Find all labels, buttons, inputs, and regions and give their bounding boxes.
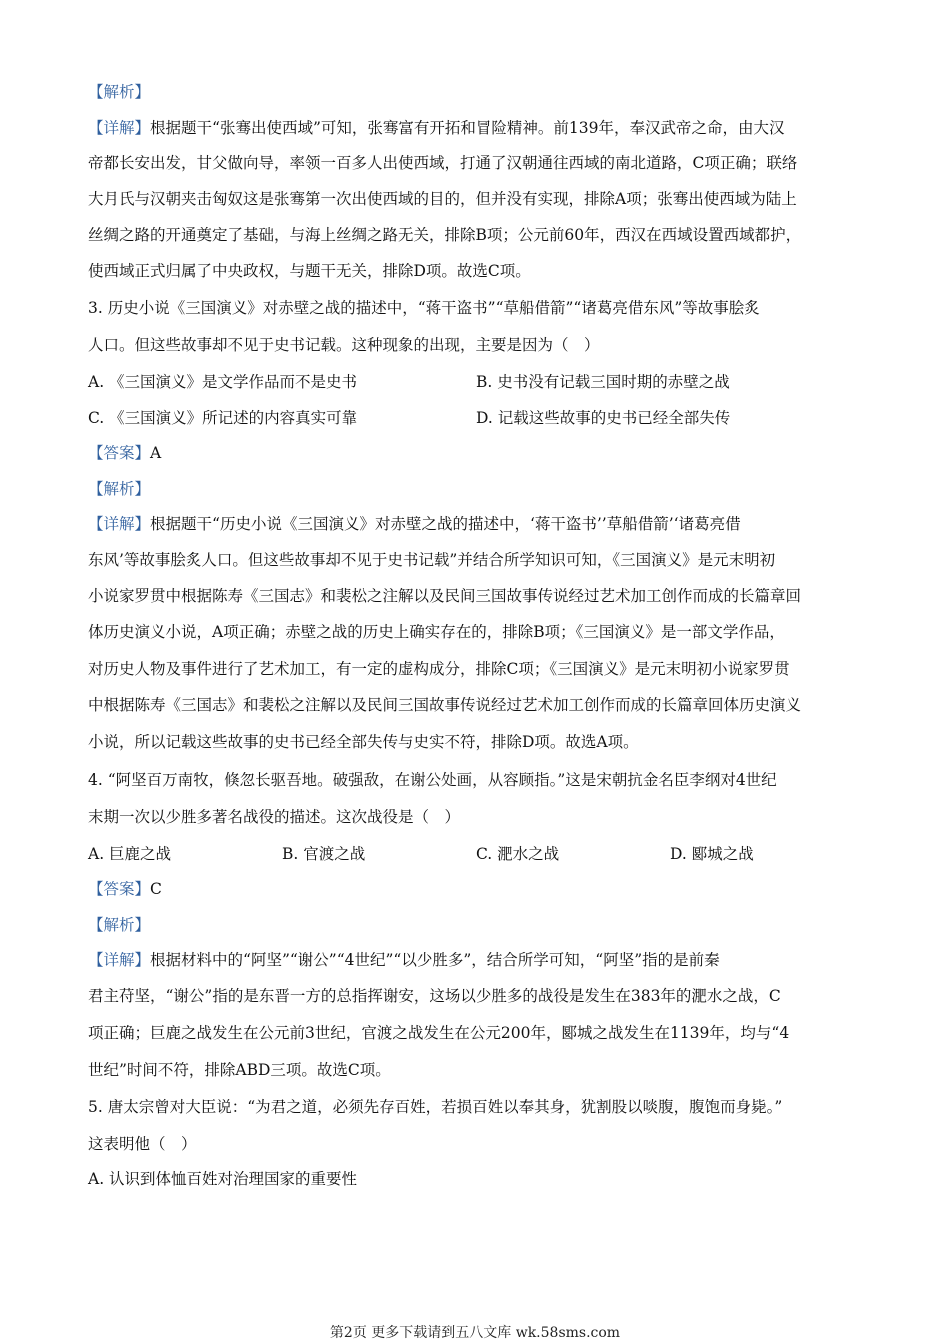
detail-paragraph-line: 帝都长安出发，甘父做向导，率领一百多人出使西域，打通了汉朝通往西域的南北道路，C项正确；联络 [88, 154, 798, 172]
detail-paragraph-line: 小说，所以记载这些故事的史书已经全部失传与史实不符，排除D项。故选A项。 [88, 733, 639, 751]
detail-paragraph-line: 中根据陈寿《三国志》和裴松之注解以及民间三国故事传说经过艺术加工创作而成的长篇章回体历史演义 [88, 696, 802, 714]
detail-paragraph-line: 项正确；巨鹿之战发生在公元前3世纪，官渡之战发生在公元200年，郾城之战发生在1139年，均与“4 [88, 1024, 790, 1042]
question-4-answer: 【答案】C [88, 880, 162, 898]
question-4-option-b: B. 官渡之战 [282, 845, 366, 863]
detail-tag: 【详解】 [88, 951, 151, 969]
question-4-stem: 末期一次以少胜多著名战役的描述。这次战役是（ ） [88, 808, 461, 826]
question-3-answer: 【答案】A [88, 444, 162, 462]
detail-paragraph-line: 丝绸之路的开通奠定了基础，与海上丝绸之路无关，排除B项；公元前60年，西汉在西域设置西域都护， [88, 226, 802, 244]
detail-paragraph-line: 【详解】根据题干“历史小说《三国演义》对赤壁之战的描述中，‘蒋干盗书’’草船借箭’‘诸葛亮借 [88, 515, 741, 533]
detail-paragraph-line: 大月氏与汉朝夹击匈奴这是张骞第一次出使西域的目的，但并没有实现，排除A项；张骞出使西域为陆上 [88, 190, 797, 208]
page-footer: 第2页 更多下载请到五八文库 wk.58sms.com [329, 1325, 621, 1341]
question-3-option-b: B. 史书没有记载三国时期的赤壁之战 [476, 373, 730, 391]
detail-tag: 【详解】 [88, 515, 151, 533]
detail-paragraph-line: 小说家罗贯中根据陈寿《三国志》和裴松之注解以及民间三国故事传说经过艺术加工创作而成的长篇章回 [88, 587, 802, 605]
question-3-stem: 人口。但这些故事却不见于史书记载。这种现象的出现，主要是因为（ ） [88, 336, 600, 354]
detail-paragraph-line: 使西域正式归属了中央政权，与题干无关，排除D项。故选C项。 [88, 262, 531, 280]
question-4-option-d: D. 郾城之战 [670, 845, 754, 863]
analysis-tag: 【解析】 [88, 916, 151, 934]
question-3-option-c: C. 《三国演义》所记述的内容真实可靠 [88, 409, 358, 427]
question-4-option-c: C. 淝水之战 [476, 845, 560, 863]
question-4-option-a: A. 巨鹿之战 [88, 845, 172, 863]
detail-paragraph-line: 体历史演义小说，A项正确；赤壁之战的历史上确实存在的，排除B项；《三国演义》是一部文学作品， [88, 623, 785, 641]
analysis-tag: 【解析】 [88, 83, 151, 101]
question-3-option-a: A. 《三国演义》是文学作品而不是史书 [88, 373, 358, 391]
question-3-stem: 3. 历史小说《三国演义》对赤壁之战的描述中，“蒋干盗书”“草船借箭”“诸葛亮借东风”等故事脍炙 [88, 299, 760, 317]
detail-paragraph-line: 世纪”时间不符，排除ABD三项。故选C项。 [88, 1061, 391, 1079]
detail-paragraph-line: 【详解】根据材料中的“阿坚”“谢公”“4世纪”“以少胜多”，结合所学可知，“阿坚”指的是前秦 [88, 951, 720, 969]
detail-paragraph-line: 【详解】根据题干“张骞出使西域”可知，张骞富有开拓和冒险精神。前139年，奉汉武帝之命，由大汉 [88, 119, 785, 137]
analysis-tag: 【解析】 [88, 480, 151, 498]
detail-paragraph-line: 君主苻坚，“谢公”指的是东晋一方的总指挥谢安，这场以少胜多的战役是发生在383年的淝水之战，C [88, 987, 781, 1005]
detail-paragraph-line: 东风’等故事脍炙人口。但这些故事却不见于史书记载”并结合所学知识可知，《三国演义》是元末明初 [88, 551, 776, 569]
question-5-stem: 这表明他（ ） [88, 1135, 197, 1153]
question-4-stem: 4. “阿坚百万南牧，倏忽长驱吾地。破强敌，在谢公处画，从容顾指。”这是宋朝抗金名臣李纲对4世纪 [88, 771, 777, 789]
question-5-stem: 5. 唐太宗曾对大臣说：“为君之道，必须先存百姓，若损百姓以奉其身，犹割股以啖腹，腹饱而身毙。” [88, 1098, 783, 1116]
detail-tag: 【详解】 [88, 119, 151, 137]
question-3-option-d: D. 记载这些故事的史书已经全部失传 [476, 409, 731, 427]
question-5-option-a: A. 认识到体恤百姓对治理国家的重要性 [88, 1170, 358, 1188]
detail-paragraph-line: 对历史人物及事件进行了艺术加工，有一定的虚构成分，排除C项；《三国演义》是元末明初小说家罗贯 [88, 660, 790, 678]
